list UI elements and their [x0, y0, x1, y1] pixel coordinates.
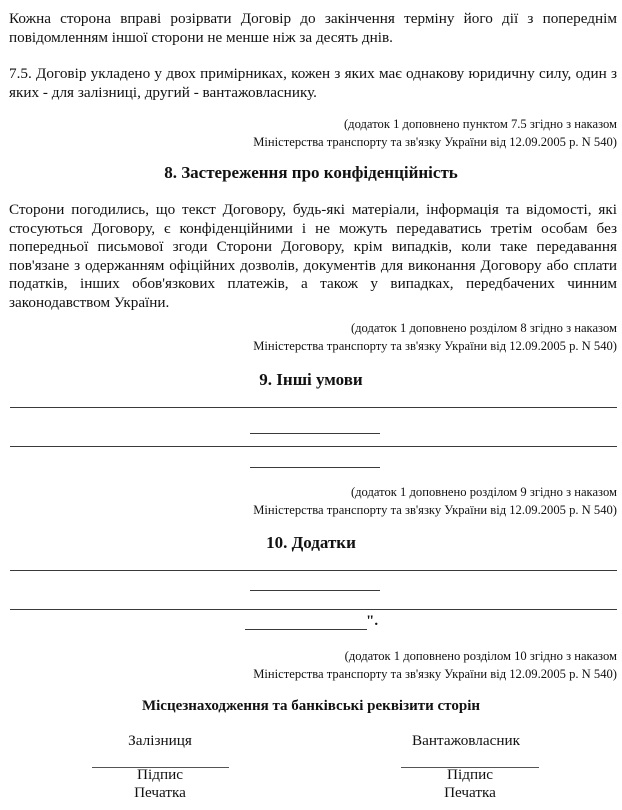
blank-line — [10, 609, 617, 610]
signature-label: Підпис — [137, 766, 183, 783]
section-10-heading: 10. Додатки — [266, 533, 356, 552]
blank-line-short — [250, 590, 380, 591]
amendment-note-section-8 — [57, 319, 617, 355]
amendment-note-section-10 — [57, 647, 617, 683]
blank-line-short — [245, 629, 367, 630]
party-shipper — [366, 732, 566, 750]
paragraph-7-5: 7.5. Договір укладено у двох примірниках, кожен з яких має однакову юридичну силу, один з яких - для залізниці, другий - вантажовласнику. — [9, 65, 617, 101]
amendment-note-line-2: Міністерства транспорту та зв'язку України від 12.09.2005 р. N 540) — [253, 503, 617, 517]
blank-line-short — [250, 467, 380, 468]
shipper-signature-block — [370, 766, 570, 802]
blank-line — [10, 570, 617, 571]
party-railway — [60, 732, 260, 750]
amendment-note-section-9 — [57, 483, 617, 519]
blank-line — [10, 407, 617, 408]
party-name: Залізниця — [128, 732, 192, 749]
amendment-note-line-1: (додаток 1 доповнено розділом 8 згідно з наказом — [350, 321, 617, 335]
closing-quote: ". — [366, 613, 379, 629]
amendment-note-line-2: Міністерства транспорту та зв'язку України від 12.09.2005 р. N 540) — [253, 339, 617, 353]
amendment-note-line-2: Міністерства транспорту та зв'язку України від 12.09.2005 р. N 540) — [253, 667, 617, 681]
blank-line — [10, 446, 617, 447]
paragraph-termination: Кожна сторона вправі розірвати Договір до закінчення терміну його дії з попереднім повідомленням іншої сторони не менше ніж за десять днів. — [9, 10, 617, 46]
section-8-text: Сторони погодились, що текст Договору, будь-які матеріали, інформація та відомості, які стосуються Договору, є конфіденційними і не можуть передаватись третім особам без попередньої письмової згоди Сторони Договору, крім випадків, коли таке передавання пов'язане з одержанням офіційних дозволів, документів для виконання Договору або сплати податків, інших обов'язкових платежів, а також у випадках, передбачених чинним законодавством України. — [9, 201, 617, 311]
amendment-note-line-1: (додаток 1 доповнено пунктом 7.5 згідно з наказом — [343, 117, 617, 131]
section-9-heading: 9. Інші умови — [259, 370, 363, 389]
amendment-note-line-1: (додаток 1 доповнено розділом 10 згідно з наказом — [344, 649, 617, 663]
blank-line-short — [250, 433, 380, 434]
amendment-note-line-1: (додаток 1 доповнено розділом 9 згідно з наказом — [350, 485, 617, 499]
party-name: Вантажовласник — [412, 732, 520, 749]
stamp-label: Печатка — [134, 784, 186, 801]
amendment-note-7-5 — [57, 115, 617, 151]
section-8-heading: 8. Застереження про конфіденційність — [164, 163, 458, 182]
railway-signature-block — [60, 766, 260, 802]
signature-label: Підпис — [447, 766, 493, 783]
stamp-label: Печатка — [444, 784, 496, 801]
amendment-note-line-2: Міністерства транспорту та зв'язку України від 12.09.2005 р. N 540) — [253, 135, 617, 149]
bank-details-heading: Місцезнаходження та банківські реквізити сторін — [141, 698, 481, 714]
